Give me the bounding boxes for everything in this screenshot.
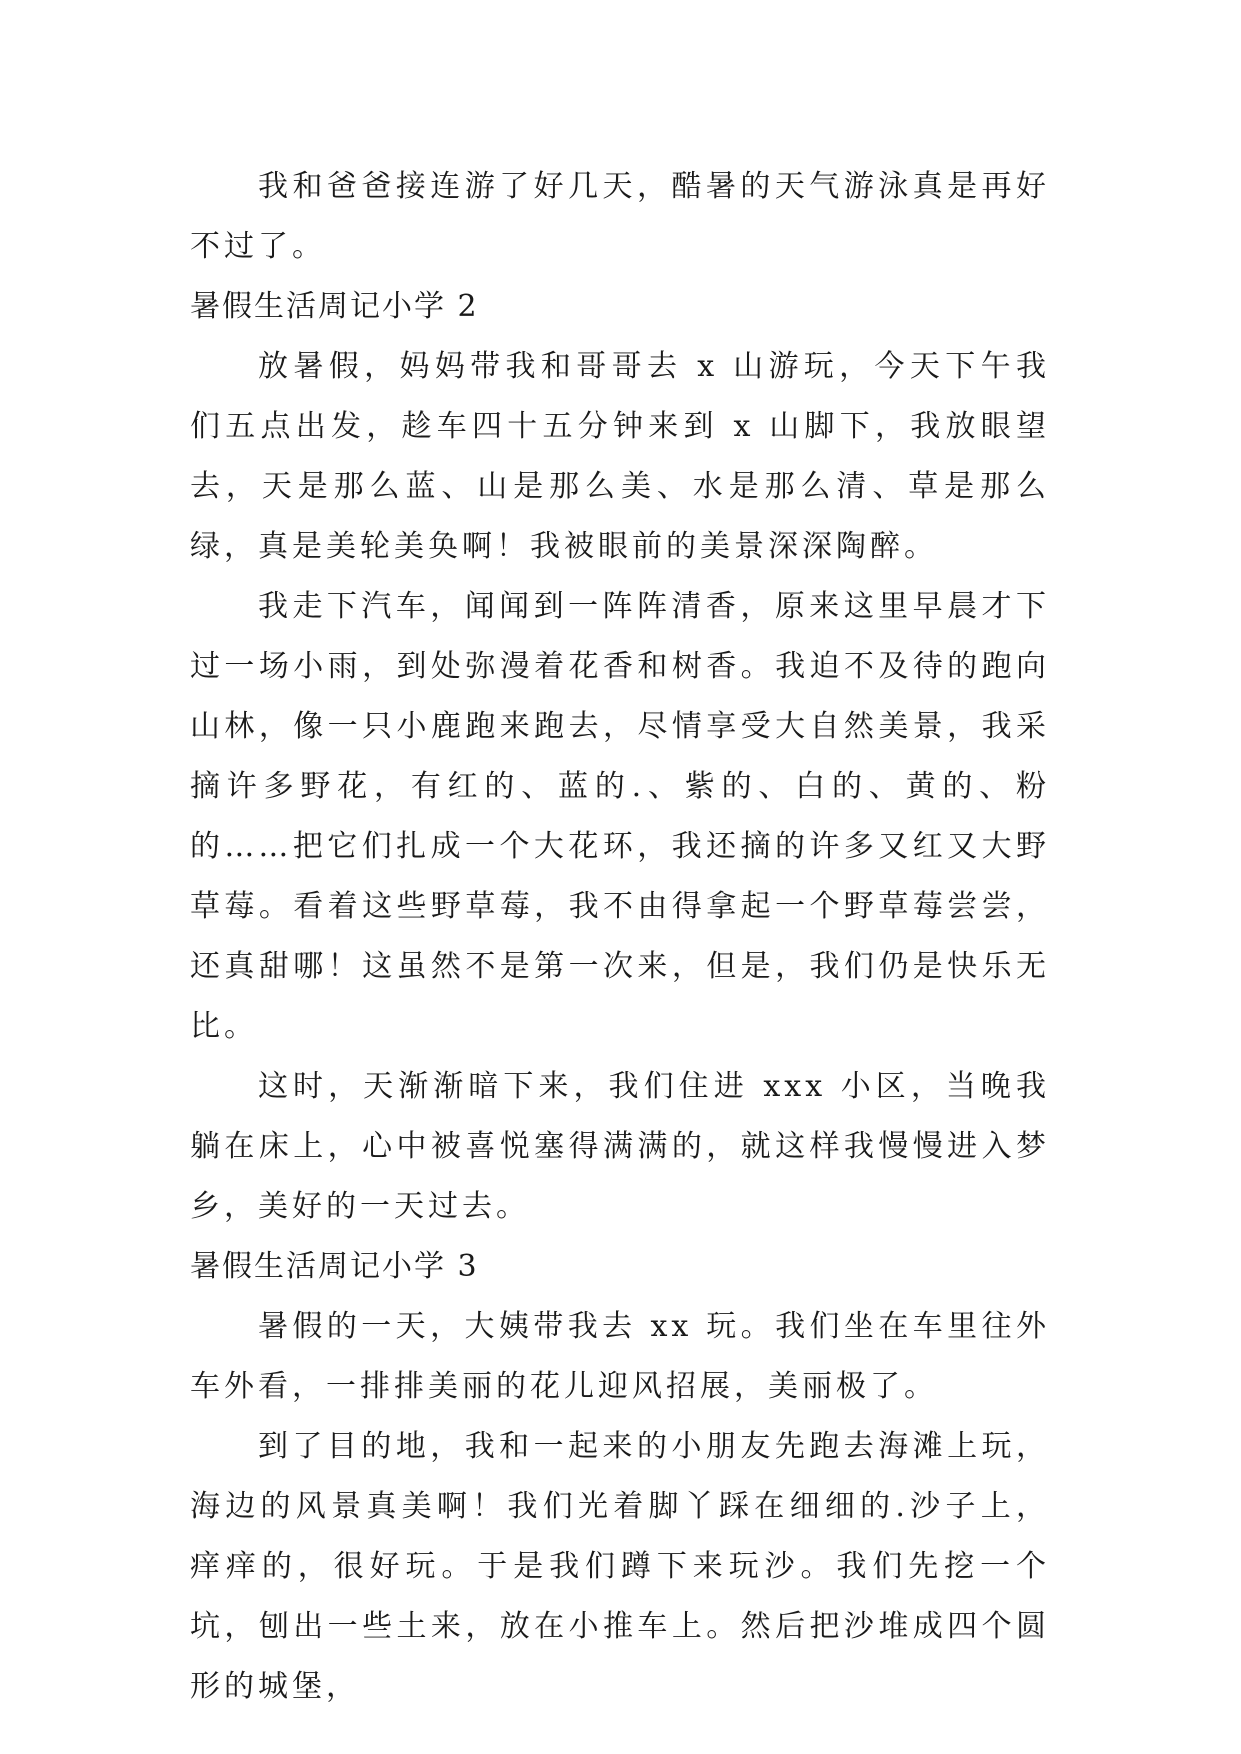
document-body (190, 157, 1050, 1717)
paragraph-evening: 这时，天渐渐暗下来，我们住进 xxx 小区，当晚我躺在床上，心中被喜悦塞得满满的，就这样我慢慢进入梦乡，美好的一天过去。 (190, 1069, 1050, 1224)
paragraph-beach: 到了目的地，我和一起来的小朋友先跑去海滩上玩，海边的风景真美啊！我们光着脚丫踩在细细的.沙子上，痒痒的，很好玩。于是我们蹲下来玩沙。我们先挖一个坑，刨出一些土来，放在小推车上。然后把沙堆成四个圆形的城堡， (190, 1429, 1050, 1704)
section-heading-2: 暑假生活周记小学 2 (190, 289, 479, 324)
paragraph-car-ride: 暑假的一天，大姨带我去 xx 玩。我们坐在车里往外车外看，一排排美丽的花儿迎风招展，美丽极了。 (190, 1309, 1050, 1404)
paragraph-mountain-trip: 放暑假，妈妈带我和哥哥去 x 山游玩，今天下午我们五点出发，趁车四十五分钟来到 x 山脚下，我放眼望去，天是那么蓝、山是那么美、水是那么清、草是那么绿，真是美轮美奂啊！我被眼前的美景深深陶醉。 (190, 349, 1050, 564)
paragraph-forest: 我走下汽车，闻闻到一阵阵清香，原来这里早晨才下过一场小雨，到处弥漫着花香和树香。我迫不及待的跑向山林，像一只小鹿跑来跑去，尽情享受大自然美景，我采摘许多野花，有红的、蓝的.、紫的、白的、黄的、粉的……把它们扎成一个大花环，我还摘的许多又红又大野草莓。看着这些野草莓，我不由得拿起一个野草莓尝尝，还真甜哪！这虽然不是第一次来，但是，我们仍是快乐无比。 (190, 589, 1050, 1044)
section-heading-3: 暑假生活周记小学 3 (190, 1249, 479, 1284)
paragraph-swimming: 我和爸爸接连游了好几天，酷暑的天气游泳真是再好不过了。 (190, 169, 1050, 264)
